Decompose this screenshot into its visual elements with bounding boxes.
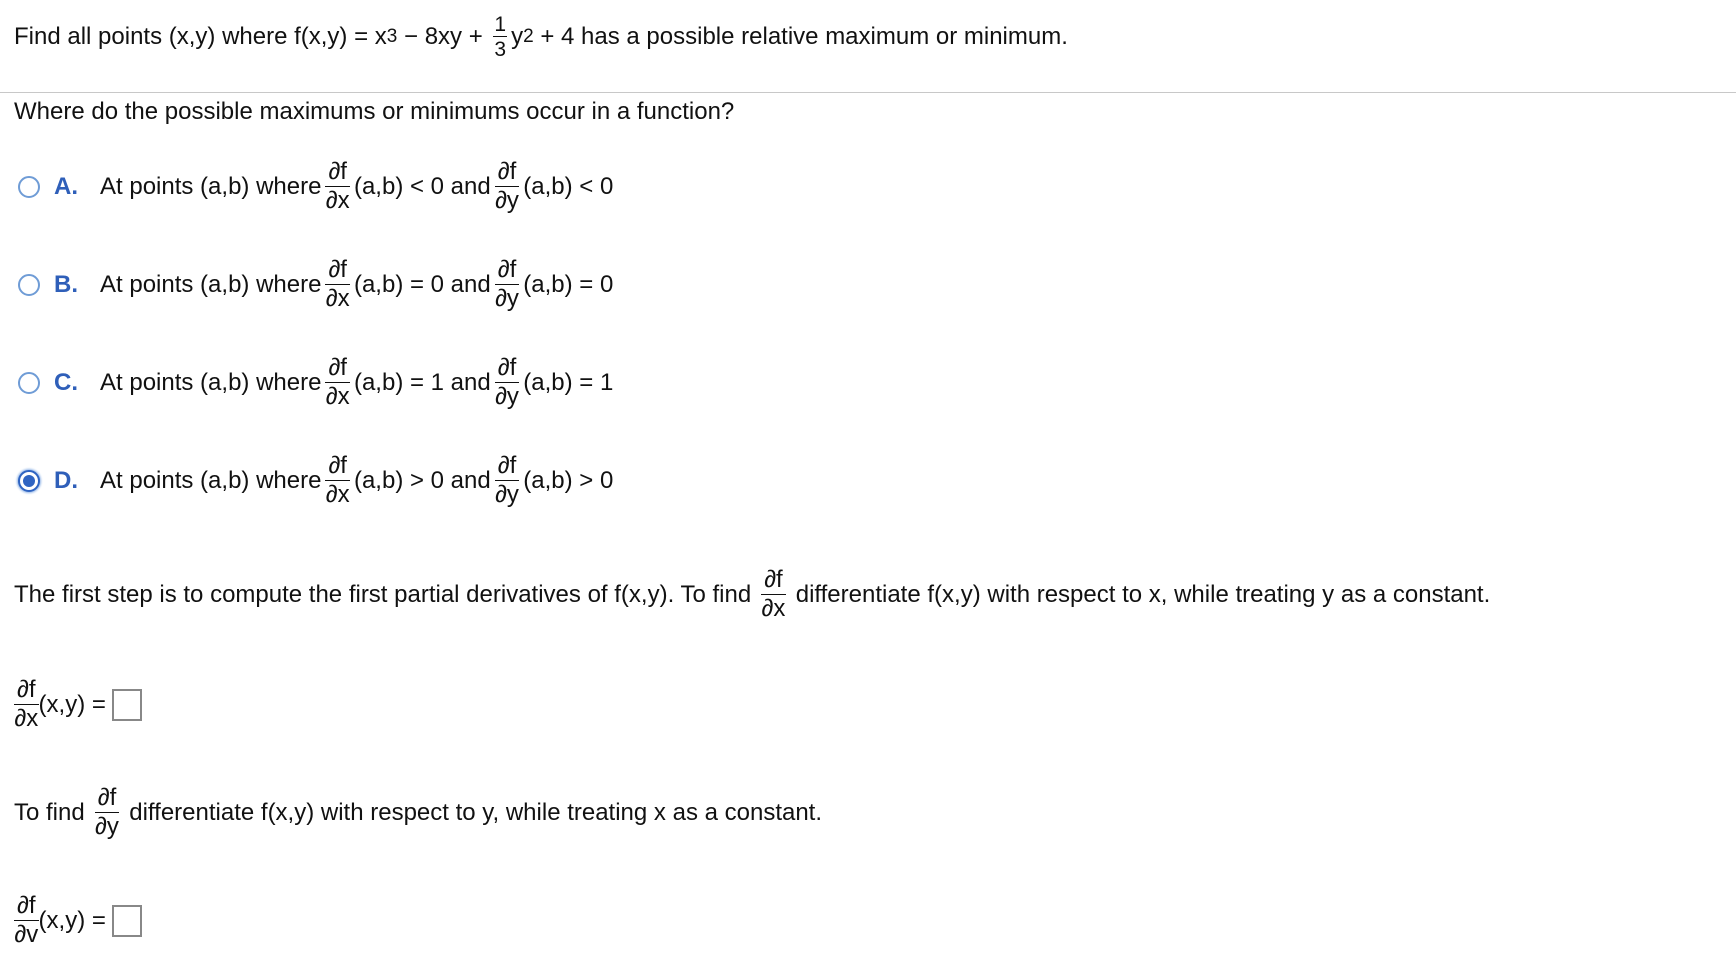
option-lead: At points (a,b) where: [100, 270, 322, 298]
partial-f-partial-y: [495, 258, 520, 311]
partial-x: ∂x: [14, 705, 39, 732]
step1-text: [14, 568, 1490, 621]
partial-x: ∂x: [325, 383, 350, 410]
y-variable: y: [511, 23, 524, 50]
fraction-numerator: 1: [494, 13, 507, 36]
partial-f-partial-y: [95, 786, 120, 839]
question-text: Find all points (x,y) where f(x,y) = x 3 − 8xy + $\frac{1}{3}$ y 2 + 4 has a possible relative maximum or minimum.: [14, 13, 1068, 61]
partial-f-partial-x: [325, 258, 350, 311]
option-letter: D.: [54, 466, 78, 494]
option-condition-1: (a,b) = 0 and: [353, 270, 491, 298]
partial-f-partial-v: [14, 894, 39, 947]
option-condition-2: (a,b) = 1: [523, 368, 614, 396]
partial-y: ∂y: [95, 813, 119, 840]
prompt-text: Where do the possible maximums or minimums occur in a function?: [14, 98, 735, 125]
fx-answer-input[interactable]: [112, 689, 142, 721]
partial-y: ∂y: [495, 383, 519, 410]
partial-x: ∂x: [761, 595, 786, 622]
fraction-denominator: 3: [494, 38, 507, 61]
fy-label: (x,y) =: [38, 906, 106, 934]
fraction-one-third: [493, 14, 507, 60]
partial-f: ∂f: [761, 568, 786, 595]
option-b[interactable]: [18, 258, 613, 311]
option-letter: B.: [54, 270, 78, 298]
radio-selected-dot: [23, 475, 35, 487]
fy-answer-input[interactable]: [112, 905, 142, 937]
partial-f: ∂f: [325, 258, 350, 285]
partial-y: ∂y: [495, 285, 519, 312]
option-d[interactable]: [18, 454, 613, 507]
partial-f-partial-y: [495, 160, 520, 213]
partial-f: ∂f: [95, 786, 120, 813]
question-mid: − 8xy +: [397, 23, 490, 50]
step1-before: The first step is to compute the first partial derivatives of f(x,y). To find: [14, 580, 752, 608]
option-condition-1: (a,b) > 0 and: [353, 466, 491, 494]
partial-f-partial-x: [325, 356, 350, 409]
step1-after: differentiate f(x,y) with respect to x, while treating y as a constant.: [795, 580, 1491, 608]
option-lead: At points (a,b) where: [100, 466, 322, 494]
option-letter: A.: [54, 172, 78, 200]
partial-y: ∂y: [495, 187, 519, 214]
option-condition-2: (a,b) = 0: [523, 270, 614, 298]
partial-y: ∂y: [495, 481, 519, 508]
question-prefix: Find all points (x,y) where f(x,y) = x: [14, 23, 387, 50]
partial-f-partial-x: [325, 160, 350, 213]
radio-c[interactable]: [18, 372, 40, 394]
step2-before: To find: [14, 798, 85, 826]
fx-label: (x,y) =: [38, 690, 106, 718]
option-a[interactable]: [18, 160, 613, 213]
partial-f: ∂f: [325, 356, 350, 383]
partial-f-partial-x: [761, 568, 786, 621]
option-letter: C.: [54, 368, 78, 396]
partial-f-partial-y: [495, 356, 520, 409]
partial-x: ∂x: [325, 285, 350, 312]
option-condition-2: (a,b) > 0: [523, 466, 614, 494]
partial-f: ∂f: [495, 356, 520, 383]
fx-equation: [14, 678, 142, 731]
radio-a[interactable]: [18, 176, 40, 198]
partial-f: ∂f: [14, 678, 39, 705]
partial-f-partial-x: [14, 678, 39, 731]
partial-f: ∂f: [495, 160, 520, 187]
question-suffix: + 4 has a possible relative maximum or minimum.: [533, 23, 1068, 50]
option-condition-1: (a,b) = 1 and: [353, 368, 491, 396]
partial-f: ∂f: [14, 894, 39, 921]
partial-f-partial-x: [325, 454, 350, 507]
partial-f: ∂f: [325, 160, 350, 187]
partial-x: ∂x: [325, 481, 350, 508]
partial-x: ∂x: [325, 187, 350, 214]
partial-v: ∂v: [14, 921, 39, 948]
radio-d[interactable]: [18, 470, 40, 492]
radio-b[interactable]: [18, 274, 40, 296]
option-condition-2: (a,b) < 0: [523, 172, 614, 200]
option-lead: At points (a,b) where: [100, 172, 322, 200]
partial-f-partial-y: [495, 454, 520, 507]
partial-f: ∂f: [495, 454, 520, 481]
partial-f: ∂f: [495, 258, 520, 285]
step2-after: differentiate f(x,y) with respect to y, while treating x as a constant.: [129, 798, 823, 826]
step2-text: [14, 786, 822, 839]
fy-equation: [14, 894, 142, 947]
partial-f: ∂f: [325, 454, 350, 481]
header-divider: [0, 92, 1736, 93]
option-c[interactable]: [18, 356, 613, 409]
option-condition-1: (a,b) < 0 and: [353, 172, 491, 200]
option-lead: At points (a,b) where: [100, 368, 322, 396]
